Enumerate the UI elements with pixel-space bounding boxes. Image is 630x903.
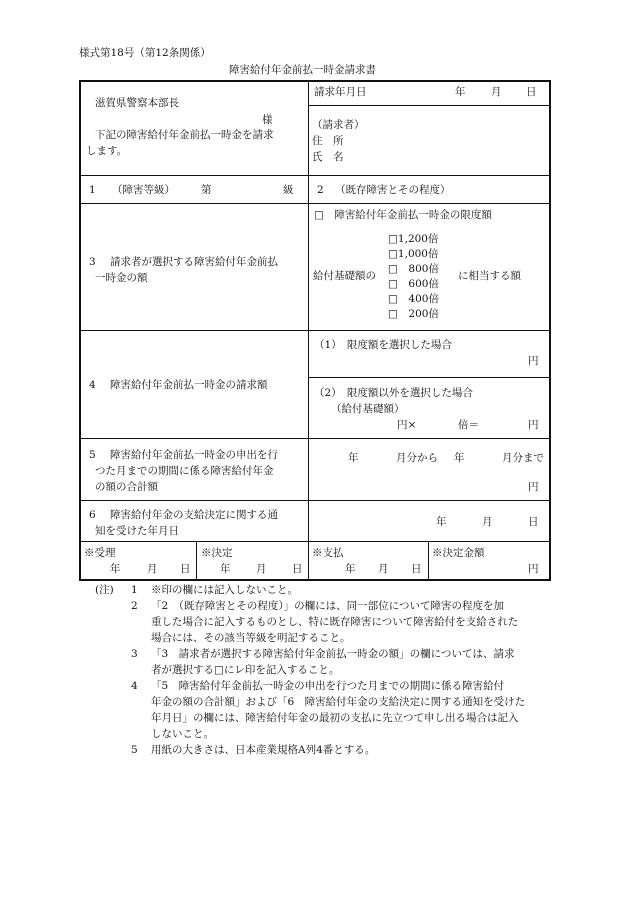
claimant-label: （請求者） <box>312 119 365 131</box>
received-year: 年 <box>110 563 121 575</box>
notice-date-month[interactable]: 月 <box>482 516 493 528</box>
note-2-line1: 「2 （既存障害とその程度）」の欄には、同一部位について障害の程度を加 <box>151 600 504 612</box>
note-3-number: 3 <box>131 648 138 660</box>
decided-amount-yen: 円 <box>528 563 539 575</box>
note-5-number: 5 <box>131 744 138 756</box>
received-month: 月 <box>147 563 158 575</box>
note-4-line1: 「5 障害給付年金前払一時金の申出を行つた月までの期間に係る障害給付 <box>151 680 505 692</box>
grade-dai: 第 <box>201 184 212 196</box>
note-4-line3: 年月日」の欄には、障害給付年金の最初の支払に先立つて申し出る場合は記入 <box>151 712 519 724</box>
note-4-number: 4 <box>131 680 138 692</box>
item-6-number: 6 <box>89 509 96 521</box>
note-5: 用紙の大きさは、日本産業規格A列4番とする。 <box>151 744 376 756</box>
note-2-number: 2 <box>131 600 138 612</box>
grade-kyu-field[interactable]: 級 <box>283 184 294 196</box>
decided-year: 年 <box>220 563 231 575</box>
limit-amount-checkbox[interactable]: □ 障害給付年金前払一時金の限度額 <box>314 209 492 221</box>
item-5-label-line3: の額の合計額 <box>95 481 158 493</box>
note-2-line2: 重した場合に記入するものとし、特に既存障害について障害給付を支給された <box>151 616 519 628</box>
item-4-number: 4 <box>89 379 96 391</box>
addressee: 滋賀県警察本部長 <box>95 97 179 109</box>
note-4-line4: しないこと。 <box>151 728 214 740</box>
request-text-line1: 下記の障害給付年金前払一時金を請求 <box>95 129 274 141</box>
item-1-number: 1 <box>89 184 96 196</box>
form-number: 様式第18号（第12条関係） <box>79 47 211 59</box>
item-4-label: 障害給付年金前払一時金の請求額 <box>110 379 268 391</box>
period-from-year[interactable]: 年 <box>348 452 359 464</box>
notes-head: (注) <box>95 584 114 596</box>
note-3-line2: 者が選択する□にレ印を記入すること。 <box>151 664 340 676</box>
total-yen-field[interactable]: 円 <box>528 481 539 493</box>
item-3-label-line1: 請求者が選択する障害給付年金前払 <box>110 256 278 268</box>
item-5-number: 5 <box>89 449 96 461</box>
paid-year: 年 <box>345 563 356 575</box>
base-amount-label: 給付基礎額の <box>313 270 376 282</box>
request-date-label: 請求年月日 <box>314 86 367 98</box>
period-to-year[interactable]: 年 <box>454 452 465 464</box>
request-date-month[interactable]: 月 <box>491 86 502 98</box>
multiplier-1200-checkbox[interactable]: □1,200倍 <box>388 233 439 245</box>
note-2-line3: 場合には、その該当等級を明記すること。 <box>151 632 351 644</box>
request-date-day[interactable]: 日 <box>526 86 537 98</box>
received-day: 日 <box>180 563 191 575</box>
multiplier-600-checkbox[interactable]: □ 600倍 <box>388 278 439 290</box>
item-3-label-line2: 一時金の額 <box>95 272 148 284</box>
case-1-yen-field[interactable]: 円 <box>528 355 539 367</box>
note-1-number: 1 <box>131 584 138 596</box>
disability-grade-label: （障害等級） <box>112 184 175 196</box>
request-text-line2: します。 <box>86 145 128 157</box>
item-5-label-line1: 障害給付年金前払一時金の申出を行 <box>110 449 278 461</box>
item-6-label-line2: 知を受けた年月日 <box>95 525 179 537</box>
existing-disability-label: （既存障害とその程度） <box>335 184 451 196</box>
decided-month: 月 <box>256 563 267 575</box>
case-2-yen-times[interactable]: 円× <box>397 419 417 431</box>
case-2-label: （2） 限度額以外を選択した場合 <box>314 387 473 399</box>
paid-label: ※支払 <box>312 547 344 559</box>
item-2-number: 2 <box>317 184 324 196</box>
multiplier-1000-checkbox[interactable]: □1,000倍 <box>388 248 439 260</box>
note-4-line2: 年金の額の合計額」および「6 障害給付年金の支給決定に関する通知を受けた <box>151 696 526 708</box>
case-1-label: （1） 限度額を選択した場合 <box>314 339 452 351</box>
note-3-line1: 「3 請求者が選択する障害給付年金前払一時金の額」の欄については、請求 <box>151 648 515 660</box>
period-from-month[interactable]: 月分から <box>396 452 438 464</box>
equivalent-amount-label: に相当する額 <box>458 270 521 282</box>
paid-month: 月 <box>378 563 389 575</box>
decided-day: 日 <box>292 563 303 575</box>
note-1: ※印の欄には記入しないこと。 <box>151 584 298 596</box>
decided-amount-label: ※決定金額 <box>432 547 485 559</box>
case-2-yen-field[interactable]: 円 <box>528 419 539 431</box>
received-label: ※受理 <box>84 547 116 559</box>
period-to-month[interactable]: 月分まで <box>502 452 544 464</box>
notice-date-day[interactable]: 日 <box>528 516 539 528</box>
claimant-name-field[interactable]: 氏 名 <box>312 151 344 163</box>
request-date-year[interactable]: 年 <box>455 86 466 98</box>
claimant-address-field[interactable]: 住 所 <box>312 135 344 147</box>
form-title: 障害給付年金前払一時金請求書 <box>229 64 376 76</box>
item-3-number: 3 <box>89 256 96 268</box>
multiplier-400-checkbox[interactable]: □ 400倍 <box>388 293 439 305</box>
multiplier-200-checkbox[interactable]: □ 200倍 <box>388 308 439 320</box>
decided-label: ※決定 <box>201 547 233 559</box>
multiplier-800-checkbox[interactable]: □ 800倍 <box>388 263 439 275</box>
item-6-label-line1: 障害給付年金の支給決定に関する通 <box>110 509 278 521</box>
case-2-times-eq[interactable]: 倍＝ <box>458 419 479 431</box>
honorific: 様 <box>262 114 273 126</box>
base-amount-paren: （給付基礎額） <box>331 403 405 415</box>
item-5-label-line2: つた月までの期間に係る障害給付年金 <box>95 465 274 477</box>
notice-date-year[interactable]: 年 <box>436 516 447 528</box>
paid-day: 日 <box>411 563 422 575</box>
